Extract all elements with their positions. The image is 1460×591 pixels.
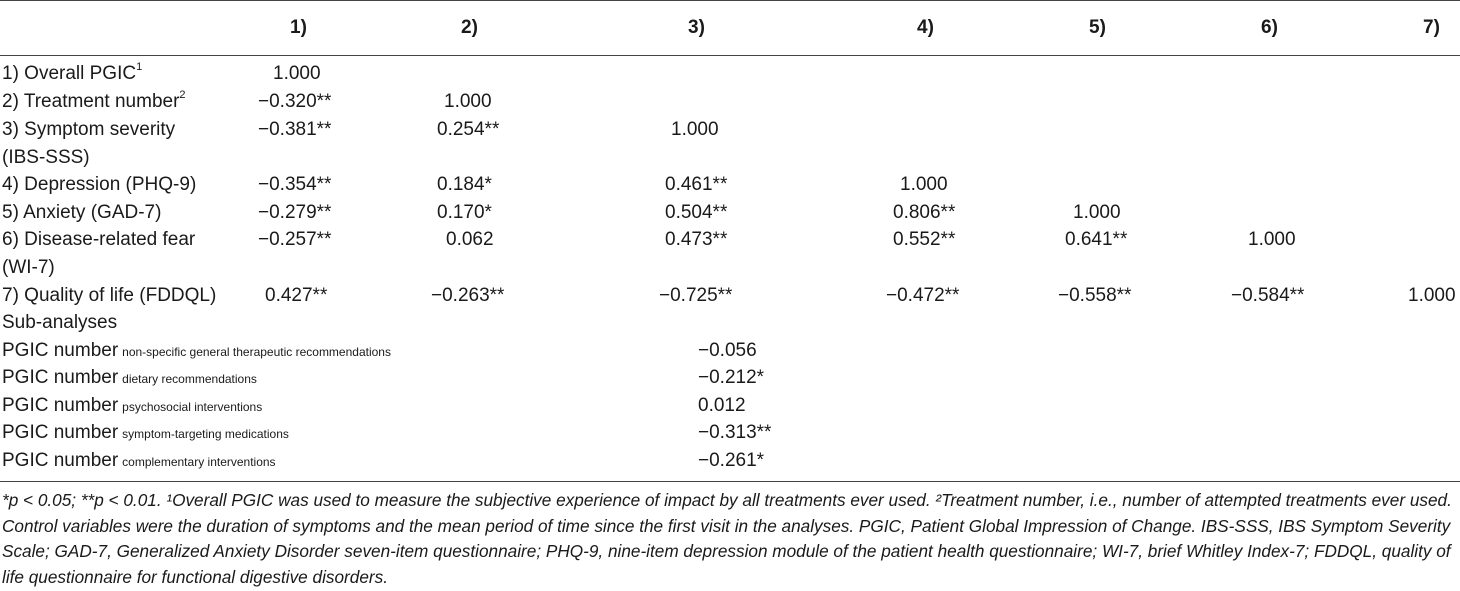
- cell: −0.263**: [431, 285, 505, 306]
- cell: 1.000: [444, 91, 492, 112]
- row-label: PGIC number non-specific general therapeutic recommendations: [2, 340, 391, 361]
- table-footnote: *p < 0.05; **p < 0.01. ¹Overall PGIC was used to measure the subjective experience of impact by all treatments ever used. ²Treatment number, i.e., number of attempted treatments ever used. Control variables were the duration of symptoms and the mean period of time since the first visit in the analyses. PGIC, Patient Global Impression of Change. IBS-SSS, IBS Symptom Severity Scale; GAD-7, Generalized Anxiety Disorder seven-item questionnaire; PHQ-9, nine-item depression module of the patient health questionnaire; WI-7, brief Whitley Index-7; FDDQL, quality of life questionnaire for functional digestive disorders.: [2, 490, 1452, 587]
- row-label: 4) Depression (PHQ-9): [2, 174, 197, 195]
- cell: 1.000: [900, 174, 948, 195]
- cell: −0.725**: [659, 285, 733, 306]
- cell: 0.641**: [1065, 229, 1128, 250]
- cell: −0.320**: [258, 91, 332, 112]
- header-rule: [0, 55, 1460, 56]
- column-header: 2): [461, 17, 478, 38]
- cell: −0.313**: [698, 422, 772, 443]
- cell: 1.000: [1408, 285, 1456, 306]
- row-label: PGIC number symptom-targeting medications: [2, 422, 289, 443]
- row-label: 2) Treatment number$^2$: [2, 89, 186, 112]
- row-label: 3) Symptom severity: [2, 119, 176, 140]
- cell: −0.257**: [258, 229, 332, 250]
- row-label-continued: (IBS-SSS): [2, 147, 90, 168]
- cell: 0.473**: [665, 229, 728, 250]
- row-label: PGIC number dietary recommendations: [2, 367, 257, 388]
- cell: 1.000: [1073, 202, 1121, 223]
- cell: −0.558**: [1058, 285, 1132, 306]
- cell: −0.381**: [258, 119, 332, 140]
- cell: 0.461**: [665, 174, 728, 195]
- cell: −0.472**: [886, 285, 960, 306]
- cell: 0.504**: [665, 202, 728, 223]
- column-header: 1): [290, 17, 307, 38]
- row-label: 1) Overall PGIC$^1$: [2, 61, 143, 84]
- cell: 0.184*: [437, 174, 492, 195]
- cell: 0.062: [446, 229, 494, 250]
- row-label: PGIC number psychosocial interventions: [2, 395, 263, 416]
- cell: 0.012: [698, 395, 746, 416]
- cell: −0.584**: [1231, 285, 1305, 306]
- cell: −0.354**: [258, 174, 332, 195]
- column-header: 3): [688, 17, 705, 38]
- cell: −0.212*: [698, 367, 765, 388]
- cell: 0.427**: [265, 285, 328, 306]
- cell: 0.806**: [893, 202, 956, 223]
- row-label-continued: (WI-7): [2, 257, 55, 278]
- cell: 0.170*: [437, 202, 492, 223]
- row-label: 6) Disease-related fear: [2, 229, 196, 250]
- cell: −0.261*: [698, 450, 765, 471]
- row-label: PGIC number complementary interventions: [2, 450, 276, 471]
- column-header: 4): [917, 17, 934, 38]
- cell: −0.279**: [258, 202, 332, 223]
- sub-analyses-heading: Sub-analyses: [2, 312, 118, 333]
- row-label: 5) Anxiety (GAD-7): [2, 202, 162, 223]
- cell: 1.000: [671, 119, 719, 140]
- column-header: 6): [1261, 17, 1278, 38]
- column-header: 5): [1089, 17, 1106, 38]
- cell: 1.000: [273, 63, 321, 84]
- cell: 1.000: [1248, 229, 1296, 250]
- column-header: 7): [1423, 17, 1440, 38]
- cell: −0.056: [698, 340, 757, 361]
- top-rule: [0, 0, 1460, 1]
- cell: 0.552**: [893, 229, 956, 250]
- cell: 0.254**: [437, 119, 500, 140]
- row-label: 7) Quality of life (FDDQL): [2, 285, 217, 306]
- bottom-rule: [0, 481, 1460, 482]
